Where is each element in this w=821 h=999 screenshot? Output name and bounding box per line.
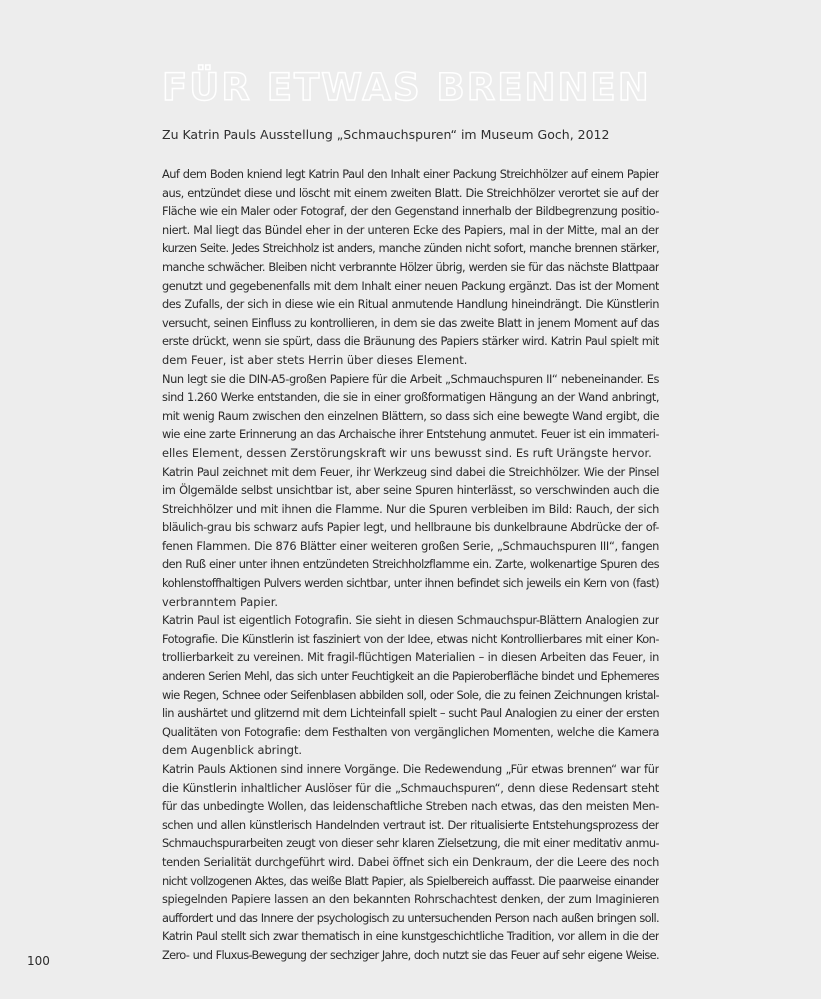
text-line: Katrin Pauls Aktionen sind innere Vorgänge. Die Redewendung „Für etwas brennen“ war für <box>162 762 659 776</box>
text-line: kohlenstoffhaltigen Pulvers werden sichtbar, unter ihnen befindet sich jeweils ein Kern von (fast) <box>162 576 659 591</box>
text-line: spiegelnden Papiere lassen an den bekannten Rohrschachtest denken, der zum Imaginieren <box>162 892 659 907</box>
text-line: versucht, seinen Einfluss zu kontrollieren, in dem sie das zweite Blatt in jenem Moment auf das <box>162 315 659 330</box>
text-line: auffordert und das Innere der psychologisch zu untersuchenden Person nach außen bringen soll. <box>162 910 659 925</box>
article-body <box>162 165 659 965</box>
text-line: Nun legt sie die DIN-A5-großen Papiere für die Arbeit „Schmauchspuren II“ nebeneinander. Es <box>162 371 659 386</box>
text-line: schen und allen künstlerisch Handelnden vertraut ist. Der ritualisierte Entstehungsprozess der <box>162 817 659 832</box>
text-line: genutzt und gegebenenfalls mit dem Inhalt einer neuen Packung ergänzt. Das ist der Moment <box>162 278 659 293</box>
text-line: elles Element, dessen Zerstörungskraft wir uns bewusst sind. Es ruft Urängste hervor. <box>162 445 652 460</box>
text-line: fenen Flammen. Die 876 Blätter einer weiteren großen Serie, „Schmauchspuren III“, fangen <box>162 538 659 553</box>
text-line: die Künstlerin inhaltlicher Auslöser für die „Schmauchspuren“, denn diese Redensart steht <box>162 780 659 795</box>
text-line: Qualitäten von Fotografie: dem Festhalten von vergänglichen Momenten, welche die Kamera <box>162 724 659 739</box>
text-line: Fläche wie ein Maler oder Fotograf, der den Gegenstand innerhalb der Bildbegrenzung positio- <box>162 204 659 219</box>
text-line: bläulich-grau bis schwarz aufs Papier legt, und hellbraune bis dunkelbraune Abdrücke der of- <box>162 520 659 535</box>
text-line: sind 1.260 Werke entstanden, die sie in einer großformatigen Hängung an der Wand anbringt, <box>162 390 659 405</box>
text-line: trollierbarkeit zu vereinen. Mit fragil-flüchtigen Materialien – in diesen Arbeiten das Feuer, in <box>162 650 659 665</box>
text-line: Zero- und Fluxus-Bewegung der sechziger Jahre, doch nutzt sie das Feuer auf sehr eigene Weise. <box>162 947 659 962</box>
text-line: dem Feuer, ist aber stets Herrin über dieses Element. <box>162 352 468 367</box>
text-line: Katrin Paul ist eigentlich Fotografin. Sie sieht in diesen Schmauchspur-Blättern Analogien zur <box>162 613 659 628</box>
text-line: Schmauchspurarbeiten zeugt von dieser sehr klaren Zielsetzung, die mit einer meditativ anmu- <box>162 836 659 851</box>
text-line: kurzen Seite. Jedes Streichholz ist anders, manche zünden nicht sofort, manche brennen stärker, <box>162 241 659 256</box>
text-line: erste drückt, wenn sie spürt, dass die Bräunung des Papiers stärker wird. Katrin Paul spielt mit <box>162 334 659 349</box>
text-line: anderen Serien Mehl, das sich unter Feuchtigkeit an die Papieroberfläche bindet und Ephemeres <box>162 669 659 684</box>
text-line: aus, entzündet diese und löscht mit einem zweiten Blatt. Die Streichhölzer verortet sie auf der <box>162 185 659 200</box>
text-line: tenden Serialität durchgeführt wird. Dabei öffnet sich ein Denkraum, der die Leere des noch <box>162 854 659 869</box>
text-line: im Ölgemälde selbst unsichtbar ist, aber seine Spuren hinterlässt, so verschwinden auch die <box>162 483 659 498</box>
text-line: des Zufalls, der sich in diese wie ein Ritual anmutende Handlung hineindrängt. Die Künstlerin <box>162 297 659 312</box>
text-line: wie eine zarte Erinnerung an das Archaische ihrer Entstehung anmutet. Feuer ist ein immateri- <box>162 427 659 442</box>
text-line: Katrin Paul stellt sich zwar thematisch in eine kunstgeschichtliche Tradition, vor allem in die der <box>162 929 659 944</box>
page-number: 100 <box>27 954 50 968</box>
page-title: FÜR ETWAS BRENNEN <box>162 66 651 109</box>
text-line: wie Regen, Schnee oder Seifenblasen abbilden soll, oder Sole, die zu feinen Zeichnungen kristal- <box>162 687 659 702</box>
text-line: Katrin Paul zeichnet mit dem Feuer, ihr Werkzeug sind dabei die Streichhölzer. Wie der Pinsel <box>162 464 659 479</box>
text-line: für das unbedingte Wollen, das leidenschaftliche Streben nach etwas, das den meisten Men- <box>162 799 659 814</box>
text-line: Streichhölzer und mit ihnen die Flamme. Nur die Spuren verbleiben im Bild: Rauch, der sich <box>162 501 659 516</box>
text-line: den Ruß einer unter ihnen entzündeten Streichholzflamme ein. Zarte, wolkenartige Spuren des <box>162 557 659 572</box>
page-subtitle: Zu Katrin Pauls Ausstellung „Schmauchspuren“ im Museum Goch, 2012 <box>162 127 610 142</box>
text-line: Fotografie. Die Künstlerin ist fasziniert von der Idee, etwas nicht Kontrollierbares mit einer Kon- <box>162 631 659 646</box>
text-line: verbranntem Papier. <box>162 594 278 609</box>
text-line: manche schwächer. Bleiben nicht verbrannte Hölzer übrig, werden sie für das nächste Blattpaar <box>162 259 659 274</box>
text-line: dem Augenblick abringt. <box>162 743 303 758</box>
text-line: niert. Mal liegt das Bündel eher in der unteren Ecke des Papiers, mal in der Mitte, mal an der <box>162 222 659 237</box>
text-line: Auf dem Boden kniend legt Katrin Paul den Inhalt einer Packung Streichhölzer auf einem Papier <box>162 167 659 181</box>
text-line: lin aushärtet und glitzernd mit dem Lichteinfall spielt – sucht Paul Analogien zu einer der ersten <box>162 706 659 721</box>
text-line: nicht vollzogenen Aktes, das weiße Blatt Papier, als Spielbereich auffasst. Die paarweise einander <box>162 873 659 888</box>
text-line: mit wenig Raum zwischen den einzelnen Blättern, so dass sich eine bewegte Wand ergibt, die <box>162 408 659 423</box>
